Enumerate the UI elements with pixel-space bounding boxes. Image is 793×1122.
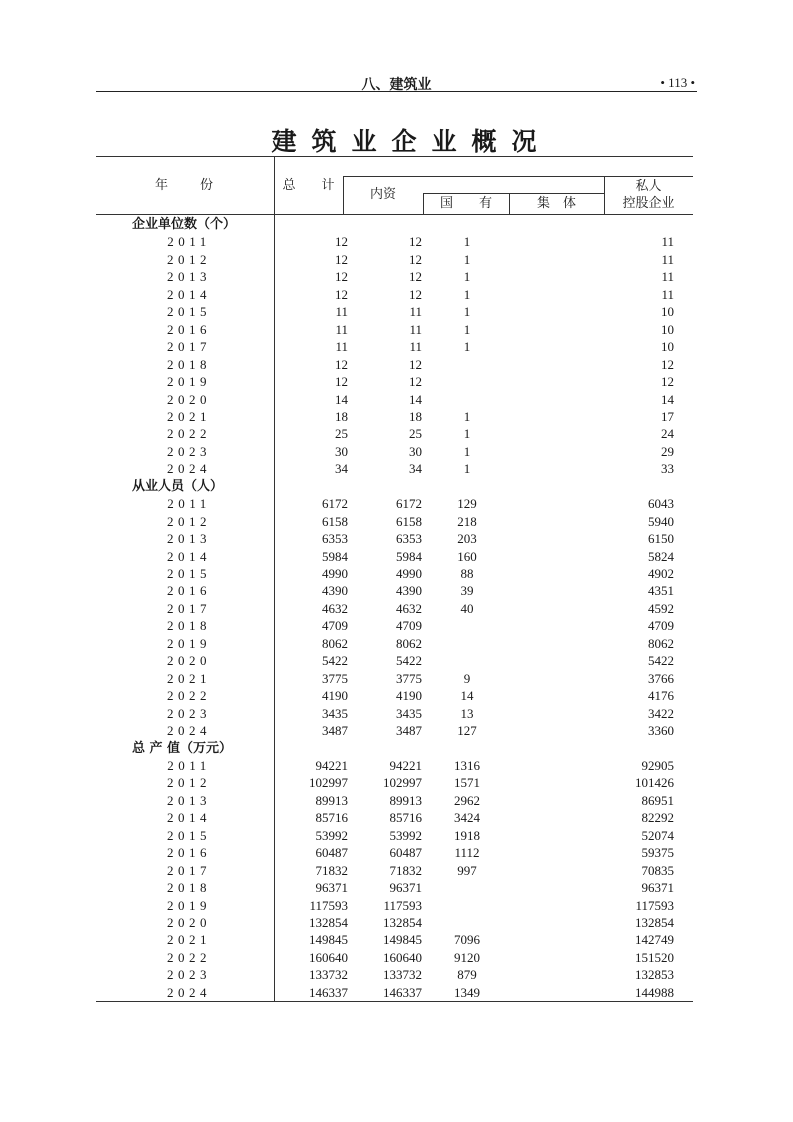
table-row [96,356,697,373]
col-header-state-owned: 国 有 [439,196,492,211]
cell-total: 18 [335,408,348,424]
cell-total: 132854 [309,915,348,930]
section-label: 总 产 值（万元） [132,740,233,756]
cell-private: 4902 [648,566,674,581]
cell-domestic: 3487 [396,723,422,739]
col-header-private-line1: 私人 [635,179,662,194]
table-row [96,391,697,408]
table-row [96,897,697,914]
cell-private: 11 [661,251,674,267]
cell-total: 6172 [322,496,348,512]
cell-total: 3435 [322,705,348,721]
table-row [96,303,697,320]
cell-total: 94221 [315,757,348,773]
cell-private: 12 [661,374,674,390]
cell-total: 4990 [322,566,348,581]
cell-private: 10 [661,321,674,337]
cell-total: 12 [335,356,348,372]
table-row [96,757,697,774]
cell-total: 85716 [315,810,348,826]
cell-total: 71832 [315,862,348,878]
table-row [96,966,697,983]
cell-year: 2024 [167,461,211,477]
cell-private: 59375 [641,845,674,861]
table-row [96,617,697,634]
cell-private: 6150 [648,531,674,547]
cell-private: 3766 [648,670,674,686]
cell-private: 3360 [648,723,674,739]
cell-private: 144988 [635,984,674,1000]
cell-state-owned: 218 [457,513,477,529]
cell-domestic: 85716 [389,810,422,826]
cell-domestic: 6172 [396,496,422,512]
cell-domestic: 133732 [383,967,422,983]
cell-state-owned: 13 [460,705,474,721]
cell-private: 4592 [648,600,674,616]
cell-private: 12 [661,356,674,372]
cell-state-owned: 1 [463,286,471,302]
cell-total: 11 [335,321,348,337]
cell-year: 2015 [167,827,211,843]
cell-private: 142749 [635,932,674,948]
cell-total: 60487 [315,845,348,861]
cell-total: 146337 [309,984,348,1000]
table-row [96,408,697,425]
cell-domestic: 5984 [396,548,422,564]
cell-domestic: 96371 [389,880,422,896]
cell-domestic: 12 [409,286,422,302]
cell-total: 25 [335,426,348,442]
cell-domestic: 12 [409,251,422,267]
cell-year: 2021 [167,932,211,948]
cell-total: 12 [335,374,348,390]
section-label: 从业人员（人） [132,478,224,494]
cell-year: 2011 [167,234,211,250]
cell-state-owned: 1 [463,269,471,285]
cell-domestic: 34 [409,461,422,477]
cell-state-owned: 1 [463,443,471,459]
cell-total: 5984 [322,548,348,564]
cell-year: 2017 [167,862,211,878]
table-row [96,635,697,652]
cell-year: 2019 [167,635,211,651]
cell-state-owned: 3424 [454,810,480,826]
cell-year: 2020 [167,391,211,407]
col-header-year: 年 份 [154,178,215,193]
cell-year: 2018 [167,356,211,372]
cell-private: 82292 [641,810,674,826]
cell-private: 5824 [648,548,674,564]
table-row [96,582,697,599]
cell-private: 92905 [641,757,674,773]
cell-domestic: 6353 [396,531,422,547]
section-header-row [96,478,697,495]
cell-total: 5422 [322,653,348,669]
table-row [96,565,697,582]
cell-private: 52074 [641,827,674,843]
cell-private: 10 [661,339,674,355]
cell-year: 2012 [167,775,211,791]
cell-year: 2024 [167,984,211,1000]
cell-domestic: 25 [409,426,422,442]
cell-private: 5940 [648,513,674,529]
cell-private: 11 [661,269,674,285]
cell-total: 6158 [322,513,348,529]
cell-year: 2022 [167,688,211,704]
cell-domestic: 12 [409,374,422,390]
cell-private: 17 [661,408,674,424]
cell-total: 3487 [322,723,348,739]
cell-private: 70835 [641,862,674,878]
cell-private: 33 [661,461,674,477]
cell-private: 10 [661,304,674,320]
cell-total: 12 [335,234,348,250]
cell-state-owned: 1 [463,408,471,424]
cell-state-owned: 88 [460,566,474,581]
cell-state-owned: 1112 [454,845,480,861]
cell-private: 11 [661,234,674,250]
cell-state-owned: 1316 [454,757,480,773]
cell-domestic: 53992 [389,827,422,843]
cell-total: 149845 [309,932,348,948]
running-title: 八、建筑业 [361,77,432,93]
table-row [96,670,697,687]
cell-private: 4176 [648,688,674,704]
cell-domestic: 11 [409,339,422,355]
cell-domestic: 14 [409,391,422,407]
section-header-row [96,216,697,233]
table-row [96,268,697,285]
header-rule-1 [343,176,693,177]
cell-private: 96371 [641,880,674,896]
table-row [96,949,697,966]
table-row [96,460,697,477]
cell-state-owned: 2962 [454,792,480,808]
cell-domestic: 71832 [389,862,422,878]
cell-private: 101426 [635,775,674,791]
cell-private: 24 [661,426,674,442]
cell-year: 2016 [167,583,211,599]
table-row [96,495,697,512]
cell-total: 3775 [322,670,348,686]
section-label: 企业单位数（个） [132,217,237,232]
cell-total: 4632 [322,600,348,616]
col-header-private [604,178,693,212]
cell-year: 2018 [167,618,211,634]
cell-state-owned: 1 [463,426,471,442]
cell-domestic: 3775 [396,670,422,686]
header-rule [96,91,697,92]
cell-total: 34 [335,461,348,477]
cell-domestic: 8062 [396,635,422,651]
cell-total: 4190 [322,688,348,704]
cell-state-owned: 1 [463,234,471,250]
cell-total: 160640 [309,949,348,965]
cell-total: 30 [335,443,348,459]
cell-private: 151520 [635,949,674,965]
cell-year: 2022 [167,949,211,965]
cell-domestic: 18 [409,408,422,424]
cell-domestic: 117593 [383,897,422,913]
table-row [96,774,697,791]
cell-domestic: 5422 [396,653,422,669]
cell-total: 14 [335,391,348,407]
page-title: 建筑业企业概况 [271,127,552,156]
table-row [96,443,697,460]
cell-total: 8062 [322,635,348,651]
table-row [96,931,697,948]
cell-state-owned: 1918 [454,827,480,843]
col-header-private-line2: 控股企业 [622,196,675,211]
cell-domestic: 89913 [389,792,422,808]
cell-domestic: 4190 [396,688,422,704]
table-row [96,321,697,338]
cell-state-owned: 1349 [454,984,480,1000]
table-row [96,233,697,250]
cell-state-owned: 1 [463,339,471,355]
col-header-total: 总 计 [282,178,335,193]
cell-year: 2012 [167,251,211,267]
cell-year: 2011 [167,757,211,773]
cell-domestic: 4990 [396,566,422,581]
table-row [96,425,697,442]
cell-state-owned: 1 [463,251,471,267]
cell-domestic: 30 [409,443,422,459]
cell-year: 2016 [167,321,211,337]
table-row [96,687,697,704]
cell-state-owned: 1571 [454,775,480,791]
cell-year: 2012 [167,513,211,529]
cell-year: 2015 [167,304,211,320]
cell-total: 12 [335,251,348,267]
cell-total: 53992 [315,827,348,843]
table-row [96,548,697,565]
cell-domestic: 4709 [396,618,422,634]
table-row [96,251,697,268]
cell-private: 29 [661,443,674,459]
cell-domestic: 12 [409,356,422,372]
table-row [96,844,697,861]
table-row [96,879,697,896]
cell-private: 132853 [635,967,674,983]
cell-private: 4709 [648,618,674,634]
cell-state-owned: 879 [457,967,477,983]
table-row [96,722,697,739]
cell-year: 2017 [167,600,211,616]
cell-year: 2013 [167,269,211,285]
table-row [96,338,697,355]
cell-year: 2013 [167,531,211,547]
cell-domestic: 6158 [396,513,422,529]
header-bottom-rule [96,214,693,215]
cell-total: 12 [335,269,348,285]
cell-year: 2019 [167,897,211,913]
cell-year: 2011 [167,496,211,512]
cell-private: 4351 [648,583,674,599]
cell-private: 117593 [635,897,674,913]
cell-private: 132854 [635,915,674,930]
cell-year: 2020 [167,915,211,930]
cell-total: 6353 [322,531,348,547]
table-row [96,286,697,303]
table-row [96,809,697,826]
cell-state-owned: 7096 [454,932,480,948]
cell-total: 11 [335,304,348,320]
table-row [96,513,697,530]
cell-state-owned: 127 [457,723,477,739]
col-header-domestic: 内资 [369,187,396,202]
cell-total: 117593 [309,897,348,913]
cell-state-owned: 9120 [454,949,480,965]
cell-state-owned: 129 [457,496,477,512]
cell-total: 12 [335,286,348,302]
header-rule-2 [423,193,604,194]
table-row [96,530,697,547]
cell-domestic: 3435 [396,705,422,721]
cell-state-owned: 203 [457,531,477,547]
cell-total: 4390 [322,583,348,599]
table-row [96,792,697,809]
cell-state-owned: 39 [460,583,474,599]
table-row [96,827,697,844]
cell-domestic: 60487 [389,845,422,861]
cell-year: 2015 [167,566,211,581]
cell-private: 11 [661,286,674,302]
cell-private: 86951 [641,792,674,808]
cell-year: 2019 [167,374,211,390]
cell-year: 2023 [167,967,211,983]
cell-year: 2021 [167,670,211,686]
cell-year: 2023 [167,443,211,459]
cell-domestic: 132854 [383,915,422,930]
cell-total: 4709 [322,618,348,634]
cell-domestic: 146337 [383,984,422,1000]
cell-domestic: 11 [409,321,422,337]
table-row [96,862,697,879]
cell-year: 2014 [167,548,211,564]
cell-state-owned: 1 [463,461,471,477]
cell-total: 11 [335,339,348,355]
cell-domestic: 160640 [383,949,422,965]
table-row [96,652,697,669]
cell-year: 2014 [167,810,211,826]
cell-domestic: 4390 [396,583,422,599]
cell-domestic: 11 [409,304,422,320]
cell-domestic: 4632 [396,600,422,616]
cell-private: 8062 [648,635,674,651]
section-header-row [96,740,697,757]
cell-year: 2023 [167,705,211,721]
cell-state-owned: 997 [457,862,477,878]
col-header-collective: 集 体 [536,196,576,211]
cell-domestic: 12 [409,269,422,285]
cell-domestic: 12 [409,234,422,250]
cell-total: 96371 [315,880,348,896]
cell-domestic: 94221 [389,757,422,773]
page-number: • 113 • [660,75,695,90]
cell-year: 2024 [167,723,211,739]
cell-year: 2013 [167,792,211,808]
table-row [96,600,697,617]
cell-private: 3422 [648,705,674,721]
cell-private: 14 [661,391,674,407]
cell-year: 2020 [167,653,211,669]
cell-state-owned: 14 [460,688,474,704]
table-row [96,914,697,931]
cell-year: 2017 [167,339,211,355]
cell-domestic: 149845 [383,932,422,948]
table-row [96,705,697,722]
cell-year: 2016 [167,845,211,861]
table-row [96,984,697,1001]
table-top-rule [96,156,693,157]
cell-state-owned: 160 [457,548,477,564]
cell-year: 2014 [167,286,211,302]
cell-total: 102997 [309,775,348,791]
cell-private: 5422 [648,653,674,669]
cell-state-owned: 40 [460,600,474,616]
table-row [96,373,697,390]
cell-state-owned: 9 [463,670,471,686]
cell-year: 2022 [167,426,211,442]
cell-year: 2021 [167,408,211,424]
cell-year: 2018 [167,880,211,896]
cell-domestic: 102997 [383,775,422,791]
cell-private: 6043 [648,496,674,512]
cell-total: 89913 [315,792,348,808]
cell-state-owned: 1 [463,304,471,320]
cell-state-owned: 1 [463,321,471,337]
cell-total: 133732 [309,967,348,983]
